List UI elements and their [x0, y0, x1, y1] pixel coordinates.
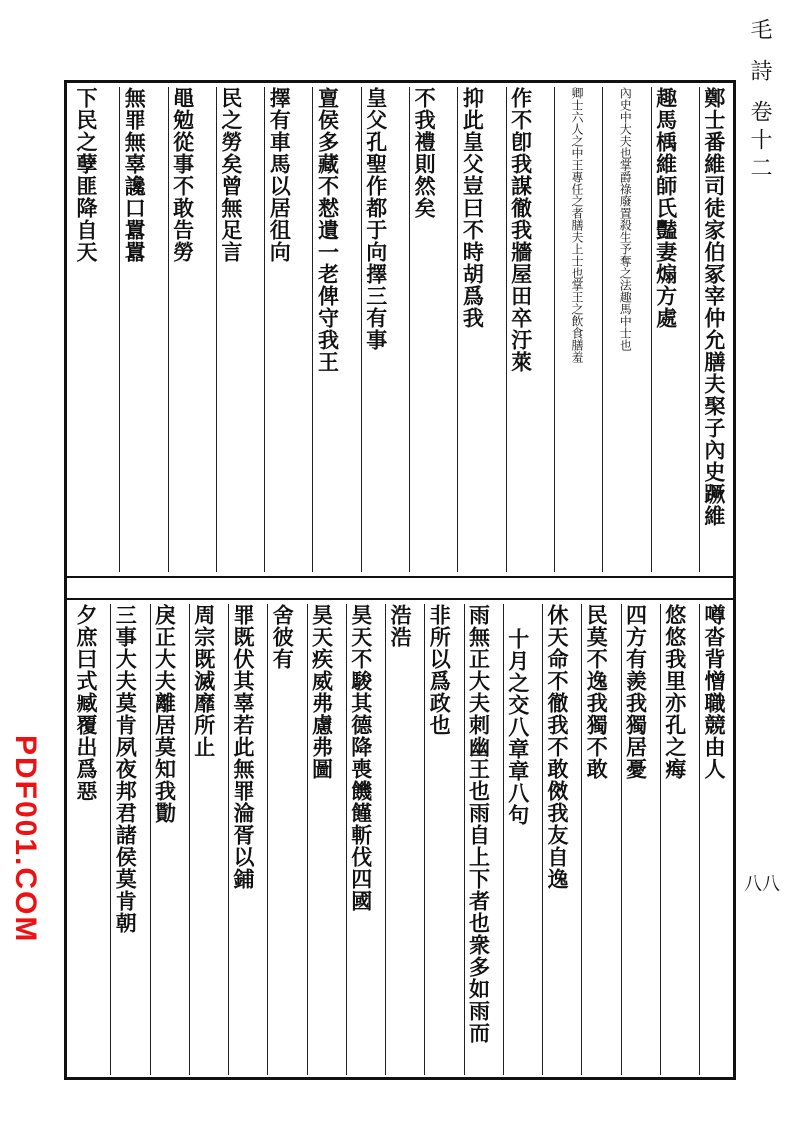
text-column: 昊天不駿其德降喪饑饉斬伐四國: [346, 604, 376, 1075]
text-column: 罪既伏其辜若此無罪淪胥以鋪: [228, 604, 258, 1075]
text-column: 亶侯多藏不慭遺一老俾守我王: [312, 87, 342, 572]
text-column: 抑此皇父豈曰不時胡爲我: [457, 87, 487, 572]
text-column: 三事大夫莫肯夙夜邦君諸侯莫肯朝: [110, 604, 140, 1075]
page-number: 八八: [744, 874, 780, 895]
text-column: 民之勞矣曾無足言: [216, 87, 246, 572]
text-column: 周宗既滅靡所止: [189, 604, 219, 1075]
text-column: 舍彼有: [267, 604, 297, 1075]
text-column: 下民之孽匪降自天: [74, 87, 99, 263]
watermark: PDF001.COM: [9, 735, 42, 944]
text-column: 昊天疾威弗慮弗圖: [307, 604, 337, 1075]
text-column: 非所以爲政也: [424, 604, 454, 1075]
text-column: 不我禮則然矣: [409, 87, 439, 572]
poem-collection: 詩: [747, 59, 772, 87]
top-panel: [71, 87, 729, 572]
running-header: [742, 18, 776, 184]
text-column: 浩浩: [385, 604, 415, 1075]
book-name: 毛: [747, 18, 772, 46]
text-column: 無罪無辜讒口囂囂: [119, 87, 149, 572]
text-column: 趣馬楀維師氏豔妻煽方處: [651, 87, 681, 572]
text-column: 擇有車馬以居徂向: [264, 87, 294, 572]
commentary-column: 內史中大夫也掌爵祿廢置殺生予奪之法趣馬中士也: [602, 87, 632, 572]
text-column: 悠悠我里亦孔之痗: [660, 604, 690, 1075]
text-column: 休天命不徹我不敢傚我友自逸: [542, 604, 572, 1075]
text-column: 民莫不逸我獨不敢: [581, 604, 611, 1075]
text-column: 鄭士番維司徒家伯冢宰仲允膳夫棸子內史蹶維: [699, 87, 729, 572]
text-column: 夕庶曰式臧覆出爲惡: [74, 604, 99, 802]
text-column: 四方有羨我獨居憂: [621, 604, 651, 1075]
chapter-title: 十月之交八章章八句: [503, 604, 533, 1075]
text-column: 戾正大夫離居莫知我勩: [150, 604, 180, 1075]
text-column: 噂沓背憎職競由人: [699, 604, 729, 1075]
divider-band: [67, 576, 733, 600]
text-column: 雨無正大夫刺幽王也雨自上下者也衆多如雨而: [464, 604, 494, 1075]
page-frame: [64, 80, 736, 1080]
commentary-column: 卿士六人之中王專任之者膳夫上士也掌王之飲食膳羞: [554, 87, 584, 572]
text-column: 作不卽我謀徹我牆屋田卒汙萊: [506, 87, 536, 572]
text-column: 黽勉從事不敢告勞: [168, 87, 198, 572]
text-column: 皇父孔聖作都于向擇三有事: [361, 87, 391, 572]
bottom-panel: [71, 604, 729, 1075]
volume-label: 卷十二: [747, 100, 772, 184]
